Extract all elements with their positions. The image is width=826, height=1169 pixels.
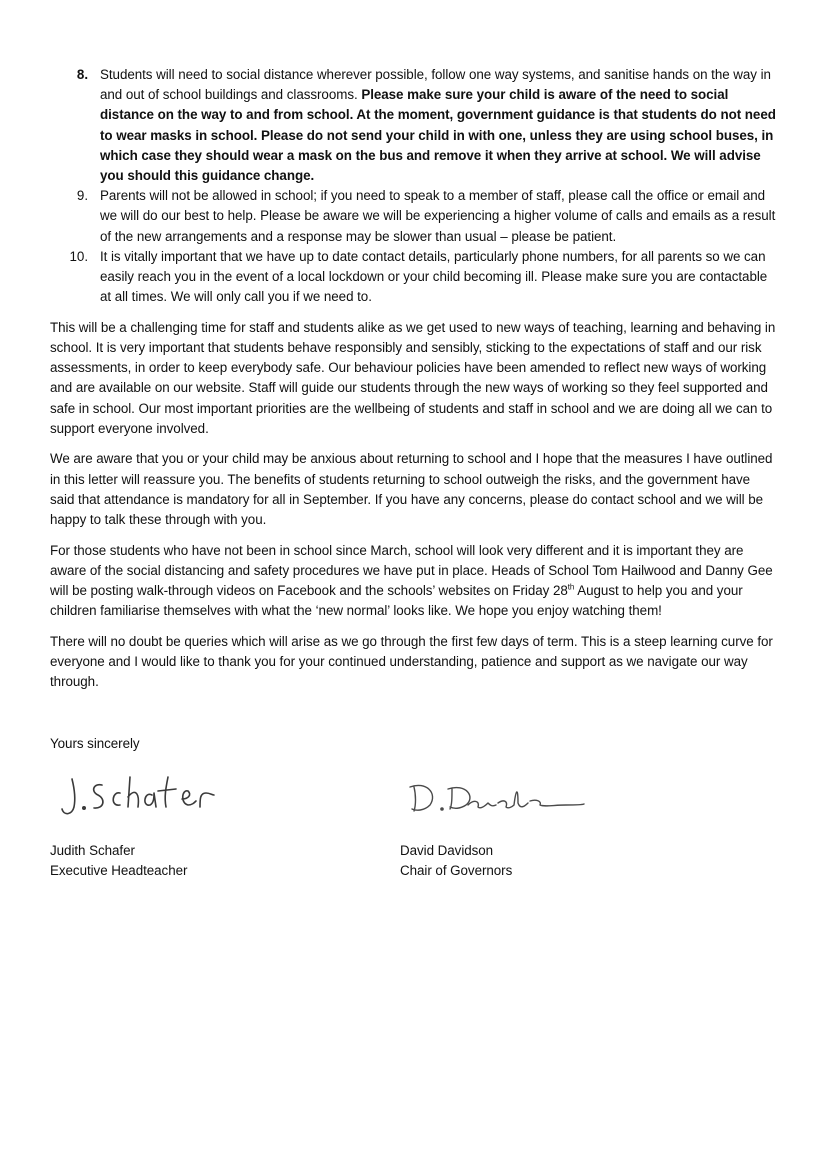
paragraph-text: August to help you and your children familiarise themselves with what the ‘new normal’ looks like. We hope you enjoy watching them! <box>50 583 743 619</box>
signatory-name: Judith Schafer <box>50 842 135 858</box>
signatory-headteacher <box>50 841 187 881</box>
list-item <box>50 65 778 186</box>
signature-judith-schafer <box>50 763 240 823</box>
numbered-list <box>50 65 778 307</box>
paragraph-thanks: There will no doubt be queries which will arise as we go through the first few days of term. This is a steep learning curve for everyone and I would like to thank you for your continued understanding, patience and support as we navigate our way through. <box>50 633 773 690</box>
signatory-title: Chair of Governors <box>400 862 513 878</box>
letter-body <box>50 65 778 883</box>
list-item <box>50 247 778 308</box>
list-text: Students will need to social distance wherever possible, follow one way systems, and sanitise hands on the way in and out of school buildings and classrooms. <box>100 67 771 103</box>
list-item <box>50 186 778 247</box>
list-number: 8. <box>76 67 88 82</box>
list-text: It is vitally important that we have up to date contact details, particularly phone numbers, for all parents so we can easily reach you in the event of a local lockdown or your child becoming ill. Please make sure you are contactable at all times. We will only call you if we need to. <box>100 248 768 305</box>
paragraph-text: For those students who have not been in school since March, school will look very different and it is important they are aware of the social distancing and safety procedures we have put in place. Heads of School Tom Hailwood and Danny Gee will be posting walk-through videos on Facebook and the schools’ websites on Friday 28 <box>50 542 773 599</box>
signatory-title: Executive Headteacher <box>50 862 188 878</box>
paragraph-reassurance: We are aware that you or your child may be anxious about returning to school and I hope that the measures I have outlined in this letter will reassure you. The benefits of students returning to school outweigh the risks, and the government have said that attendance is mandatory for all in September. If you have any concerns, please do contact school and we will be happy to talk these through with you. <box>50 451 773 528</box>
paragraph-walkthrough-videos <box>50 541 778 622</box>
signatory-chair <box>400 841 512 881</box>
list-text: Parents will not be allowed in school; if you need to speak to a member of staff, please call the office or email and we will do our best to help. Please be aware we will be experiencing a higher volume of calls and emails as a result of the new arrangements and a response may be slower than usual – please be patient. <box>100 188 776 244</box>
signatory-name: David Davidson <box>400 842 494 858</box>
paragraph-challenging-time: This will be a challenging time for staff and students alike as we get used to new ways of teaching, learning and behaving in school. It is very important that students behave responsibly and sensibly, sticking to the expectations of staff and our risk assessments, in order to keep everybody safe. Our behaviour policies have been amended to reflect new ways of working and are available on our website. Staff will guide our students through the new ways of working so they feel supported and safe in school. Our most important priorities are the wellbeing of students and staff in school and we are doing all we can to support everyone involved. <box>50 319 776 436</box>
list-text-bold: Please make sure your child is aware of the need to social distance on the way to and from school. At the moment, government guidance is that students do not need to wear masks in school. Please do not send your child in with one, unless they are using school buses, in which case they should wear a mask on the bus and remove it when they arrive at school. We will advise you should this guidance change. <box>100 87 776 184</box>
closing-salutation: Yours sincerely <box>50 736 140 752</box>
signature-area <box>50 763 778 883</box>
list-number: 9. <box>76 188 88 204</box>
ordinal-suffix: th <box>567 582 575 592</box>
signature-david-davidson <box>404 775 594 819</box>
list-number: 10. <box>69 248 88 264</box>
